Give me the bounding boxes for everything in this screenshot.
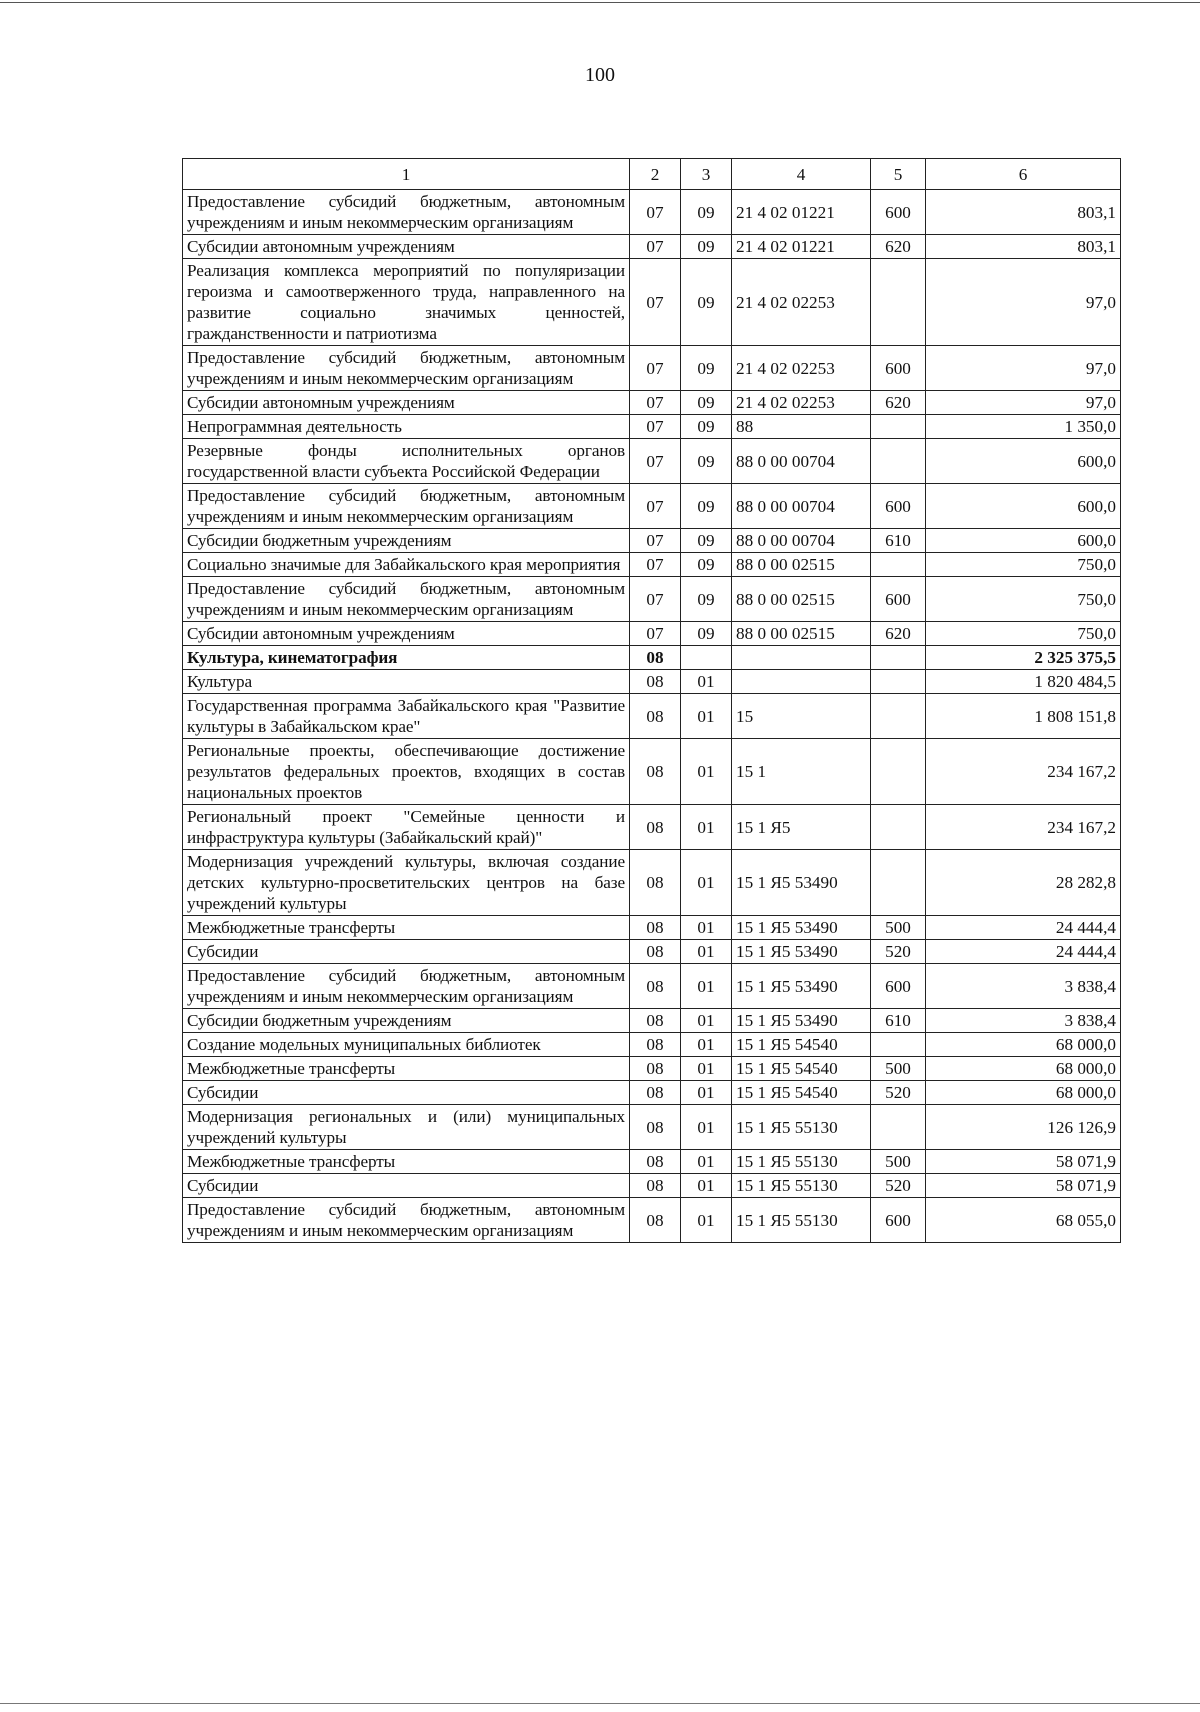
row-name-cell: Межбюджетные трансферты (183, 916, 630, 940)
target-article-cell: 88 0 00 00704 (732, 529, 871, 553)
target-article-cell: 15 1 Я5 (732, 805, 871, 850)
amount-cell: 600,0 (926, 484, 1121, 529)
target-article-cell: 88 0 00 02515 (732, 622, 871, 646)
table-row (183, 739, 1121, 805)
amount-cell: 24 444,4 (926, 916, 1121, 940)
section-code-cell: 08 (630, 1009, 681, 1033)
expense-type-cell: 600 (871, 346, 926, 391)
expense-type-cell (871, 553, 926, 577)
expense-type-cell (871, 850, 926, 916)
subsection-code-cell: 01 (681, 1033, 732, 1057)
column-header: 2 (630, 159, 681, 190)
expense-type-cell: 610 (871, 529, 926, 553)
subsection-code-cell: 09 (681, 346, 732, 391)
section-code-cell: 08 (630, 964, 681, 1009)
section-code-cell: 07 (630, 415, 681, 439)
row-name-cell: Региональные проекты, обеспечивающие достижение результатов федеральных проектов, входящих в состав национальных проектов (183, 739, 630, 805)
page-number: 100 (585, 64, 615, 86)
subsection-code-cell: 09 (681, 577, 732, 622)
section-code-cell: 07 (630, 346, 681, 391)
section-code-cell: 07 (630, 190, 681, 235)
target-article-cell: 15 1 Я5 55130 (732, 1105, 871, 1150)
table-row (183, 484, 1121, 529)
subsection-code-cell: 01 (681, 1105, 732, 1150)
table-row (183, 850, 1121, 916)
target-article-cell: 88 (732, 415, 871, 439)
subsection-code-cell: 01 (681, 670, 732, 694)
row-name-cell: Субсидии (183, 940, 630, 964)
target-article-cell: 15 1 Я5 54540 (732, 1057, 871, 1081)
row-name-cell: Предоставление субсидий бюджетным, автономным учреждениям и иным некоммерческим организациям (183, 1198, 630, 1243)
row-name-cell: Культура, кинематография (183, 646, 630, 670)
subsection-code-cell: 09 (681, 259, 732, 346)
target-article-cell: 88 0 00 00704 (732, 439, 871, 484)
row-name-cell: Межбюджетные трансферты (183, 1150, 630, 1174)
section-code-cell: 08 (630, 646, 681, 670)
target-article-cell: 15 1 Я5 53490 (732, 850, 871, 916)
bottom-border-line (0, 1703, 1200, 1704)
table-row (183, 1105, 1121, 1150)
row-name-cell: Предоставление субсидий бюджетным, автономным учреждениям и иным некоммерческим организациям (183, 577, 630, 622)
row-name-cell: Предоставление субсидий бюджетным, автономным учреждениям и иным некоммерческим организациям (183, 484, 630, 529)
column-header: 1 (183, 159, 630, 190)
table-row (183, 529, 1121, 553)
row-name-cell: Государственная программа Забайкальского края "Развитие культуры в Забайкальском крае" (183, 694, 630, 739)
subsection-code-cell: 01 (681, 1198, 732, 1243)
section-code-cell: 08 (630, 1057, 681, 1081)
table-row (183, 694, 1121, 739)
expense-type-cell: 500 (871, 1150, 926, 1174)
target-article-cell: 15 1 Я5 53490 (732, 916, 871, 940)
subsection-code-cell: 09 (681, 415, 732, 439)
section-code-cell: 08 (630, 670, 681, 694)
section-code-cell: 07 (630, 529, 681, 553)
expense-type-cell: 520 (871, 1174, 926, 1198)
subsection-code-cell: 01 (681, 850, 732, 916)
expense-type-cell (871, 1033, 926, 1057)
table-row (183, 553, 1121, 577)
subsection-code-cell: 09 (681, 529, 732, 553)
target-article-cell: 15 1 (732, 739, 871, 805)
amount-cell: 68 000,0 (926, 1081, 1121, 1105)
subsection-code-cell: 01 (681, 1174, 732, 1198)
section-code-cell: 07 (630, 391, 681, 415)
subsection-code-cell: 01 (681, 1081, 732, 1105)
row-name-cell: Субсидии (183, 1174, 630, 1198)
target-article-cell (732, 670, 871, 694)
expense-type-cell: 600 (871, 964, 926, 1009)
amount-cell: 750,0 (926, 622, 1121, 646)
amount-cell: 600,0 (926, 529, 1121, 553)
row-name-cell: Субсидии автономным учреждениям (183, 622, 630, 646)
subsection-code-cell: 09 (681, 553, 732, 577)
section-code-cell: 07 (630, 577, 681, 622)
section-code-cell: 07 (630, 259, 681, 346)
amount-cell: 803,1 (926, 235, 1121, 259)
expense-type-cell: 620 (871, 235, 926, 259)
amount-cell: 28 282,8 (926, 850, 1121, 916)
amount-cell: 97,0 (926, 391, 1121, 415)
expense-type-cell (871, 670, 926, 694)
row-name-cell: Модернизация учреждений культуры, включая создание детских культурно-просветительских центров на базе учреждений культуры (183, 850, 630, 916)
row-name-cell: Субсидии автономным учреждениям (183, 391, 630, 415)
column-header: 4 (732, 159, 871, 190)
amount-cell: 24 444,4 (926, 940, 1121, 964)
amount-cell: 58 071,9 (926, 1150, 1121, 1174)
row-name-cell: Непрограммная деятельность (183, 415, 630, 439)
expense-type-cell (871, 739, 926, 805)
expense-type-cell: 600 (871, 484, 926, 529)
row-name-cell: Региональный проект "Семейные ценности и инфраструктура культуры (Забайкальский край)" (183, 805, 630, 850)
amount-cell: 234 167,2 (926, 739, 1121, 805)
row-name-cell: Создание модельных муниципальных библиотек (183, 1033, 630, 1057)
amount-cell: 68 000,0 (926, 1033, 1121, 1057)
section-code-cell: 08 (630, 805, 681, 850)
table-row (183, 235, 1121, 259)
table-row (183, 439, 1121, 484)
table-row (183, 190, 1121, 235)
expense-type-cell: 520 (871, 1081, 926, 1105)
target-article-cell: 21 4 02 01221 (732, 190, 871, 235)
top-border-line (0, 2, 1200, 3)
expense-type-cell (871, 805, 926, 850)
table-row (183, 1033, 1121, 1057)
expense-type-cell: 520 (871, 940, 926, 964)
target-article-cell: 21 4 02 01221 (732, 235, 871, 259)
row-name-cell: Субсидии бюджетным учреждениям (183, 529, 630, 553)
amount-cell: 750,0 (926, 553, 1121, 577)
target-article-cell: 15 1 Я5 53490 (732, 940, 871, 964)
amount-cell: 1 350,0 (926, 415, 1121, 439)
target-article-cell: 15 1 Я5 55130 (732, 1198, 871, 1243)
amount-cell: 97,0 (926, 346, 1121, 391)
table-row (183, 391, 1121, 415)
expense-type-cell (871, 646, 926, 670)
section-code-cell: 08 (630, 940, 681, 964)
subsection-code-cell: 09 (681, 235, 732, 259)
section-code-cell: 07 (630, 235, 681, 259)
target-article-cell: 15 1 Я5 55130 (732, 1174, 871, 1198)
section-code-cell: 07 (630, 553, 681, 577)
expense-type-cell (871, 694, 926, 739)
expense-type-cell (871, 439, 926, 484)
section-code-cell: 08 (630, 1150, 681, 1174)
column-header: 5 (871, 159, 926, 190)
subsection-code-cell: 01 (681, 739, 732, 805)
subsection-code-cell: 01 (681, 940, 732, 964)
amount-cell: 750,0 (926, 577, 1121, 622)
table-row (183, 964, 1121, 1009)
expense-type-cell: 620 (871, 622, 926, 646)
subsection-code-cell: 09 (681, 484, 732, 529)
amount-cell: 68 000,0 (926, 1057, 1121, 1081)
target-article-cell (732, 646, 871, 670)
table-row (183, 646, 1121, 670)
expense-type-cell: 600 (871, 1198, 926, 1243)
amount-cell: 1 808 151,8 (926, 694, 1121, 739)
row-name-cell: Предоставление субсидий бюджетным, автономным учреждениям и иным некоммерческим организациям (183, 190, 630, 235)
table-row (183, 940, 1121, 964)
subsection-code-cell: 01 (681, 1009, 732, 1033)
expense-type-cell (871, 259, 926, 346)
target-article-cell: 88 0 00 00704 (732, 484, 871, 529)
amount-cell: 68 055,0 (926, 1198, 1121, 1243)
section-code-cell: 08 (630, 1081, 681, 1105)
amount-cell: 126 126,9 (926, 1105, 1121, 1150)
row-name-cell: Резервные фонды исполнительных органов государственной власти субъекта Российской Федерации (183, 439, 630, 484)
target-article-cell: 88 0 00 02515 (732, 577, 871, 622)
section-code-cell: 08 (630, 1174, 681, 1198)
subsection-code-cell: 01 (681, 1057, 732, 1081)
table-row (183, 1009, 1121, 1033)
subsection-code-cell: 01 (681, 964, 732, 1009)
row-name-cell: Культура (183, 670, 630, 694)
section-code-cell: 08 (630, 694, 681, 739)
row-name-cell: Модернизация региональных и (или) муниципальных учреждений культуры (183, 1105, 630, 1150)
expense-type-cell: 610 (871, 1009, 926, 1033)
table-row (183, 622, 1121, 646)
amount-cell: 234 167,2 (926, 805, 1121, 850)
column-header: 3 (681, 159, 732, 190)
target-article-cell: 15 (732, 694, 871, 739)
section-code-cell: 08 (630, 850, 681, 916)
row-name-cell: Реализация комплекса мероприятий по популяризации героизма и самоотверженного труда, направленного на развитие социально значимых ценностей, гражданственности и патриотизма (183, 259, 630, 346)
target-article-cell: 21 4 02 02253 (732, 391, 871, 415)
table-body (183, 190, 1121, 1243)
table-row (183, 577, 1121, 622)
subsection-code-cell: 09 (681, 439, 732, 484)
section-code-cell: 08 (630, 739, 681, 805)
section-code-cell: 07 (630, 484, 681, 529)
subsection-code-cell: 01 (681, 694, 732, 739)
table-row (183, 1198, 1121, 1243)
amount-cell: 3 838,4 (926, 964, 1121, 1009)
section-code-cell: 07 (630, 622, 681, 646)
subsection-code-cell: 01 (681, 1150, 732, 1174)
expense-type-cell (871, 415, 926, 439)
subsection-code-cell: 09 (681, 622, 732, 646)
row-name-cell: Предоставление субсидий бюджетным, автономным учреждениям и иным некоммерческим организациям (183, 346, 630, 391)
subsection-code-cell: 01 (681, 805, 732, 850)
target-article-cell: 15 1 Я5 54540 (732, 1033, 871, 1057)
target-article-cell: 21 4 02 02253 (732, 259, 871, 346)
table-row (183, 346, 1121, 391)
row-name-cell: Предоставление субсидий бюджетным, автономным учреждениям и иным некоммерческим организациям (183, 964, 630, 1009)
row-name-cell: Межбюджетные трансферты (183, 1057, 630, 1081)
row-name-cell: Субсидии бюджетным учреждениям (183, 1009, 630, 1033)
expense-type-cell (871, 1105, 926, 1150)
section-code-cell: 07 (630, 439, 681, 484)
subsection-code-cell: 09 (681, 391, 732, 415)
target-article-cell: 21 4 02 02253 (732, 346, 871, 391)
target-article-cell: 15 1 Я5 53490 (732, 1009, 871, 1033)
amount-cell: 97,0 (926, 259, 1121, 346)
row-name-cell: Субсидии автономным учреждениям (183, 235, 630, 259)
table-header-row (183, 159, 1121, 190)
table-row (183, 415, 1121, 439)
table-row (183, 259, 1121, 346)
amount-cell: 3 838,4 (926, 1009, 1121, 1033)
column-header: 6 (926, 159, 1121, 190)
subsection-code-cell: 01 (681, 916, 732, 940)
expense-type-cell: 600 (871, 190, 926, 235)
table-row (183, 916, 1121, 940)
section-code-cell: 08 (630, 1105, 681, 1150)
amount-cell: 58 071,9 (926, 1174, 1121, 1198)
amount-cell: 2 325 375,5 (926, 646, 1121, 670)
target-article-cell: 15 1 Я5 55130 (732, 1150, 871, 1174)
expense-type-cell: 500 (871, 916, 926, 940)
expense-type-cell: 500 (871, 1057, 926, 1081)
expense-type-cell: 620 (871, 391, 926, 415)
target-article-cell: 15 1 Я5 54540 (732, 1081, 871, 1105)
table-row (183, 1150, 1121, 1174)
budget-table (182, 158, 1121, 1243)
target-article-cell: 15 1 Я5 53490 (732, 964, 871, 1009)
expense-type-cell: 600 (871, 577, 926, 622)
section-code-cell: 08 (630, 1033, 681, 1057)
amount-cell: 1 820 484,5 (926, 670, 1121, 694)
section-code-cell: 08 (630, 1198, 681, 1243)
subsection-code-cell: 09 (681, 190, 732, 235)
row-name-cell: Социально значимые для Забайкальского края мероприятия (183, 553, 630, 577)
subsection-code-cell (681, 646, 732, 670)
amount-cell: 600,0 (926, 439, 1121, 484)
section-code-cell: 08 (630, 916, 681, 940)
table-row (183, 1081, 1121, 1105)
table-row (183, 1174, 1121, 1198)
table-row (183, 1057, 1121, 1081)
target-article-cell: 88 0 00 02515 (732, 553, 871, 577)
row-name-cell: Субсидии (183, 1081, 630, 1105)
table-row (183, 805, 1121, 850)
amount-cell: 803,1 (926, 190, 1121, 235)
table-row (183, 670, 1121, 694)
